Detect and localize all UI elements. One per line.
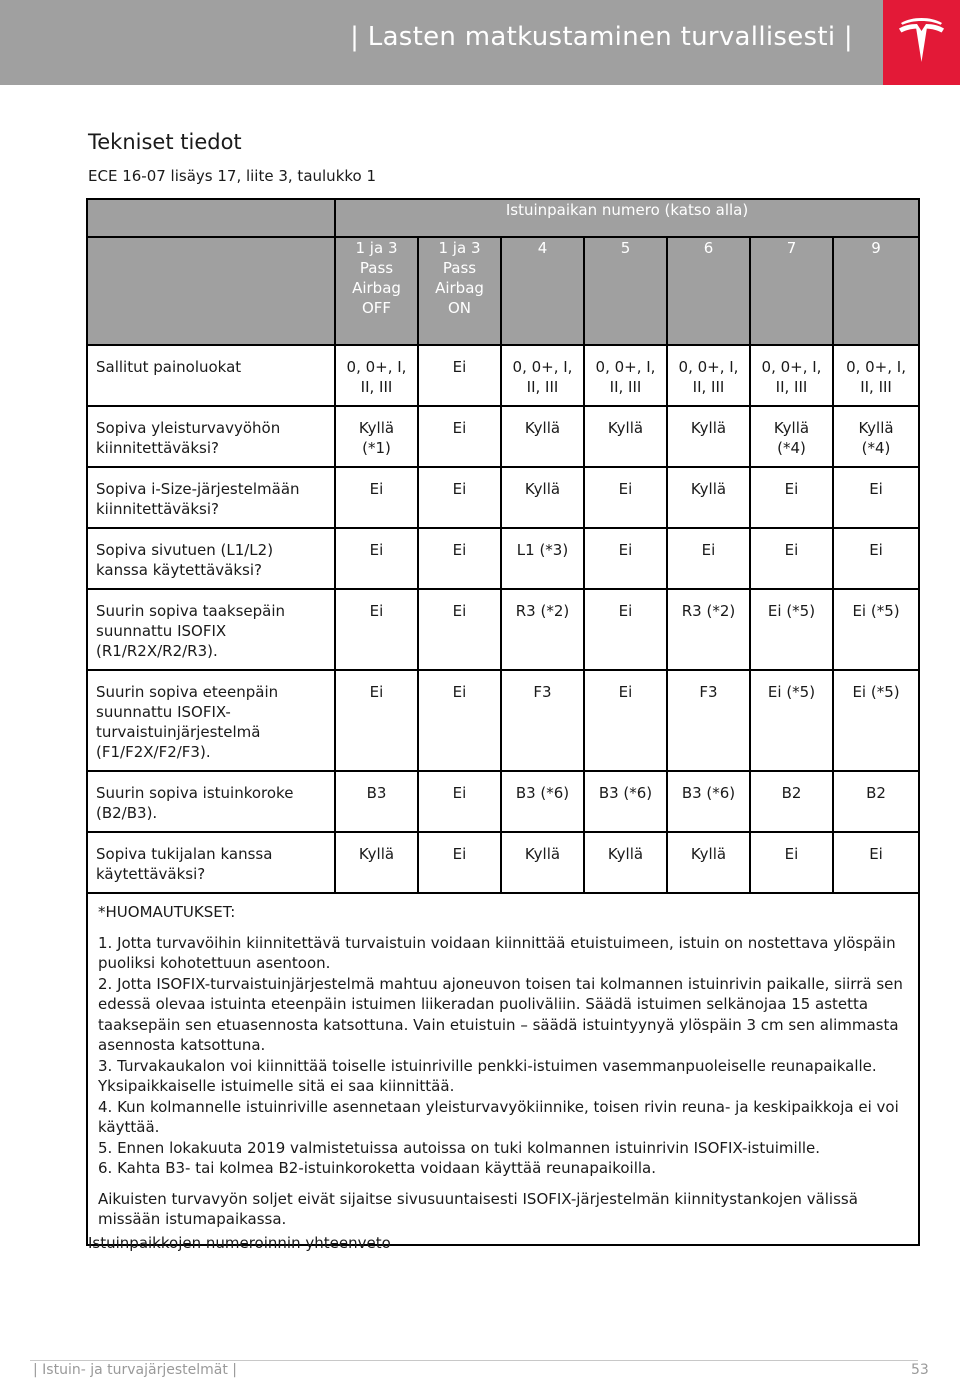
cell-line: Ei (869, 845, 883, 863)
cell-line: B2 (781, 784, 802, 802)
cell-line: II, III (609, 378, 642, 396)
tesla-logo (883, 0, 960, 85)
label-line: Sopiva tukijalan kanssa (96, 845, 273, 863)
label-line: Suurin sopiva taaksepäin (96, 602, 286, 620)
table-cell (418, 771, 501, 832)
label-line: kiinnitettäväksi? (96, 439, 219, 457)
cell-line: B3 (*6) (598, 784, 653, 802)
notes-list (98, 933, 908, 1179)
cell-line: Kyllä (773, 419, 810, 437)
table-cell (750, 670, 833, 771)
footer-section-name: | Istuin- ja turvajärjestelmät | (33, 1362, 238, 1378)
table-cell (501, 589, 584, 670)
row-label (87, 832, 335, 893)
cell-line: Ei (*5) (852, 683, 900, 701)
table-cell (501, 832, 584, 893)
table-cell (418, 670, 501, 771)
table-cell (335, 589, 418, 670)
cell-line: Kyllä (690, 480, 727, 498)
cell-line: (*4) (777, 439, 806, 457)
table-cell (584, 406, 667, 467)
table-cell (418, 528, 501, 589)
label-line: kanssa käytettäväksi? (96, 561, 262, 579)
label-line: Sopiva yleisturvavyöhön (96, 419, 281, 437)
row-label (87, 406, 335, 467)
cell-line: Ei (452, 845, 467, 863)
table-cell (501, 467, 584, 528)
note-item: 3. Turvakaukalon voi kiinnittää toiselle istuinriville penkki-istuimen vasemmanpuoleiselle reunapaikalle. Yksipaikkaiselle istuimelle sitä ei saa kiinnittää. (98, 1056, 877, 1095)
note-item: 4. Kun kolmannelle istuinriville asennetaan yleisturvavyökiinnike, toisen rivin reuna- ja keskipaikkoja ei voi käyttää. (98, 1097, 899, 1136)
table-cell (584, 589, 667, 670)
cell-line: Kyllä (358, 845, 395, 863)
table-cell (750, 345, 833, 406)
notes-footer: Aikuisten turvavyön soljet eivät sijaitse sivusuuntaisesti ISOFIX-järjestelmän kiinnitystankojen välissä missään istumapaikassa. (98, 1189, 858, 1228)
table-reference: ECE 16-07 lisäys 17, liite 3, taulukko 1 (88, 167, 377, 185)
table-cell (501, 670, 584, 771)
header-line: 5 (620, 239, 631, 257)
seat-column-header (667, 237, 750, 345)
table-cell (335, 345, 418, 406)
header-line: 1 ja 3 (438, 239, 481, 257)
cell-line: B3 (*6) (681, 784, 736, 802)
cell-line: Ei (618, 602, 633, 620)
header-line: ON (447, 299, 472, 317)
cell-line: Ei (369, 683, 384, 701)
header-line: Pass (359, 259, 394, 277)
table-cell (335, 832, 418, 893)
label-line: kiinnitettäväksi? (96, 500, 219, 518)
table-cell (750, 832, 833, 893)
table-cell (418, 589, 501, 670)
cell-line: Ei (*5) (767, 602, 816, 620)
specification-table (86, 198, 920, 1246)
table-cell (833, 670, 919, 771)
table-cell (750, 589, 833, 670)
table-cell (750, 467, 833, 528)
cell-line: 0, 0+, I, (595, 358, 656, 376)
table-cell (750, 771, 833, 832)
seat-column-header (418, 237, 501, 345)
table-cell (335, 467, 418, 528)
cell-line: Ei (*5) (852, 602, 900, 620)
cell-line: Kyllä (690, 845, 727, 863)
note-item: 6. Kahta B3- tai kolmea B2-istuinkoroketta voidaan käyttää reunapaikoilla. (98, 1159, 657, 1177)
table-cell (501, 406, 584, 467)
table-cell (833, 832, 919, 893)
cell-line: 0, 0+, I, (346, 358, 407, 376)
label-line: Suurin sopiva istuinkoroke (96, 784, 294, 802)
table-cell (501, 771, 584, 832)
label-line: käytettäväksi? (96, 865, 206, 883)
footer-divider (30, 1360, 918, 1361)
cell-line: Kyllä (690, 419, 727, 437)
cell-line: Ei (452, 602, 467, 620)
note-item: 2. Jotta ISOFIX-turvaistuinjärjestelmä mahtuu ajoneuvon toisen tai kolmannen istuinrivin paikalle, siirrä sen edessä olevaa istuinta eteenpäin istuimen liikeradan puoliväliin. Säädä istuimen selkänojaa 15 astetta taaksepäin sen etuasennosta katsottuna. Vain etuistuin – säädä istuintyynyä ylöspäin 3 cm sen alimmasta asennosta katsottuna. (98, 974, 903, 1054)
cell-line: Ei (784, 480, 799, 498)
cell-line: Ei (869, 541, 883, 559)
cell-line: B2 (866, 784, 886, 802)
table-cell (833, 771, 919, 832)
seat-column-header (335, 237, 418, 345)
cell-line: II, III (775, 378, 808, 396)
label-line: (F1/F2X/F2/F3). (96, 743, 211, 761)
cell-line: 0, 0+, I, (846, 358, 906, 376)
table-cell (833, 345, 919, 406)
notes-heading: *HUOMAUTUKSET: (98, 903, 236, 921)
table-cell (667, 467, 750, 528)
cell-line: Ei (452, 358, 467, 376)
label-line: turvaistuinjärjestelmä (96, 723, 261, 741)
table-row (87, 406, 919, 467)
label-line: Sopiva i-Size-järjestelmään (96, 480, 300, 498)
cell-line: (*4) (861, 439, 891, 457)
label-line: (B2/B3). (96, 804, 158, 822)
seat-column-header (750, 237, 833, 345)
header-line: 9 (871, 239, 881, 257)
cell-line: Kyllä (858, 419, 894, 437)
corner-header-cell (87, 199, 335, 237)
label-line: Sallitut painoluokat (96, 358, 242, 376)
cell-line: Kyllä (524, 480, 561, 498)
label-line: suunnattu ISOFIX (96, 622, 227, 640)
seat-column-header (501, 237, 584, 345)
header-line: Airbag (352, 279, 401, 297)
table-cell (833, 589, 919, 670)
table-cell (584, 528, 667, 589)
cell-line: Ei (369, 602, 384, 620)
cell-line: Ei (452, 419, 467, 437)
cell-line: Kyllä (607, 419, 644, 437)
table-row (87, 528, 919, 589)
table-cell (501, 345, 584, 406)
cell-line: II, III (360, 378, 393, 396)
table-cell (667, 771, 750, 832)
table-cell (750, 528, 833, 589)
table-cell (833, 406, 919, 467)
seat-column-header (584, 237, 667, 345)
cell-line: Kyllä (524, 419, 561, 437)
cell-line: Ei (618, 683, 633, 701)
cell-line: Ei (452, 541, 467, 559)
table-cell (667, 670, 750, 771)
table-cell (667, 406, 750, 467)
figure-caption: Istuinpaikkojen numeroinnin yhteenveto (88, 1234, 391, 1252)
label-line: suunnattu ISOFIX- (96, 703, 231, 721)
table-cell (584, 467, 667, 528)
corner-header-cell (87, 237, 335, 345)
table-row (87, 832, 919, 893)
cell-line: B3 (*6) (515, 784, 570, 802)
cell-line: Kyllä (358, 419, 395, 437)
header-line: 4 (537, 239, 548, 257)
table-cell (584, 832, 667, 893)
cell-line: Ei (369, 480, 384, 498)
table-cell (667, 345, 750, 406)
cell-line: Ei (784, 541, 799, 559)
table-row (87, 771, 919, 832)
cell-line: F3 (699, 683, 718, 701)
table-cell (667, 528, 750, 589)
cell-line: Ei (452, 784, 467, 802)
table-cell (584, 771, 667, 832)
table-cell (418, 406, 501, 467)
cell-line: 0, 0+, I, (678, 358, 739, 376)
cell-line: 0, 0+, I, (512, 358, 573, 376)
table-cell (335, 406, 418, 467)
row-label (87, 528, 335, 589)
row-label (87, 771, 335, 832)
table-row (87, 467, 919, 528)
cell-line: 0, 0+, I, (761, 358, 822, 376)
table-cell (418, 467, 501, 528)
table-cell (833, 467, 919, 528)
page-number: 53 (911, 1362, 929, 1378)
row-label (87, 467, 335, 528)
table-row (87, 345, 919, 406)
cell-line: Ei (369, 541, 384, 559)
table-cell (750, 406, 833, 467)
header-line: 1 ja 3 (355, 239, 398, 257)
page-header (0, 0, 960, 85)
cell-line: II, III (526, 378, 559, 396)
header-line: Pass (442, 259, 477, 277)
notes-cell (87, 893, 919, 1245)
label-line: Sopiva sivutuen (L1/L2) (96, 541, 274, 559)
table-cell (584, 345, 667, 406)
cell-line: Kyllä (607, 845, 644, 863)
cell-line: (*1) (362, 439, 391, 457)
header-line: 7 (786, 239, 797, 257)
header-line: 6 (703, 239, 714, 257)
table-cell (418, 345, 501, 406)
cell-line: F3 (533, 683, 552, 701)
seat-number-group-header: Istuinpaikan numero (katso alla) (335, 199, 919, 237)
header-line: Airbag (435, 279, 484, 297)
cell-line: II, III (692, 378, 725, 396)
cell-line: B3 (366, 784, 387, 802)
table-cell (418, 832, 501, 893)
tesla-logo-icon (895, 14, 948, 70)
cell-line: R3 (*2) (681, 602, 736, 620)
table-row (87, 589, 919, 670)
cell-line: Ei (618, 541, 633, 559)
table-cell (501, 528, 584, 589)
table-cell (335, 670, 418, 771)
table-cell (584, 670, 667, 771)
table-row (87, 670, 919, 771)
cell-line: Ei (*5) (767, 683, 816, 701)
row-label (87, 670, 335, 771)
note-item: 1. Jotta turvavöihin kiinnitettävä turvaistuin voidaan kiinnittää etuistuimeen, istuin on nostettava ylöspäin puoliksi kohotettuun asentoon. (98, 933, 896, 972)
cell-line: Ei (618, 480, 633, 498)
cell-line: Kyllä (524, 845, 561, 863)
cell-line: L1 (*3) (516, 541, 569, 559)
header-line: OFF (361, 299, 392, 317)
cell-line: Ei (701, 541, 716, 559)
label-line: Suurin sopiva eteenpäin (96, 683, 279, 701)
cell-line: Ei (452, 683, 467, 701)
label-line: (R1/R2X/R2/R3). (96, 642, 218, 660)
cell-line: Ei (869, 480, 883, 498)
cell-line: II, III (860, 378, 892, 396)
row-label (87, 589, 335, 670)
table-cell (335, 528, 418, 589)
header-title: | Lasten matkustaminen turvallisesti | (350, 22, 853, 52)
section-title: Tekniset tiedot (88, 130, 242, 154)
table-cell (667, 589, 750, 670)
cell-line: R3 (*2) (515, 602, 570, 620)
cell-line: Ei (784, 845, 799, 863)
table-cell (833, 528, 919, 589)
table-cell (335, 771, 418, 832)
cell-line: Ei (452, 480, 467, 498)
seat-column-header (833, 237, 919, 345)
note-item: 5. Ennen lokakuuta 2019 valmistetuissa autoissa on tuki kolmannen istuinrivin ISOFIX-istuimille. (98, 1138, 821, 1157)
row-label (87, 345, 335, 406)
table-cell (667, 832, 750, 893)
